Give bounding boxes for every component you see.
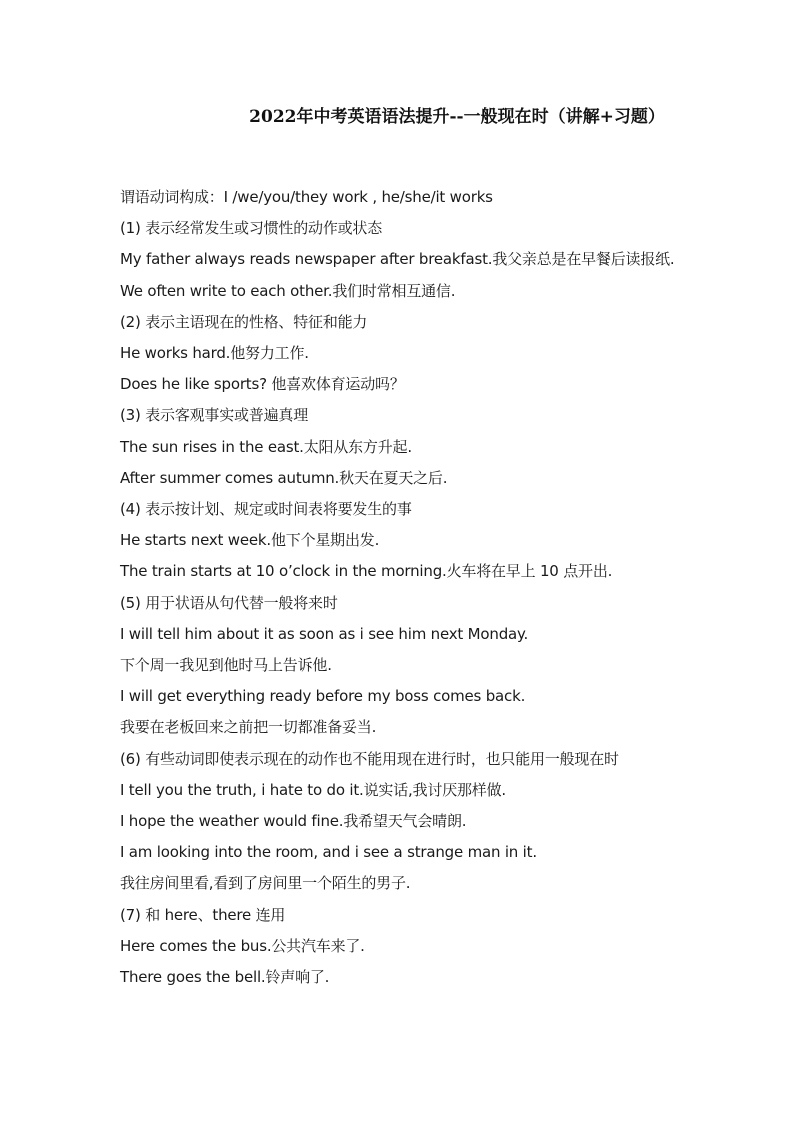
- text-line: He starts next week.他下个星期出发.: [120, 531, 380, 550]
- text-line: My father always reads newspaper after breakfast.我父亲总是在早餐后读报纸.: [120, 250, 675, 269]
- section-heading: (7) 和 here、there 连用: [120, 905, 286, 924]
- section-heading: (5) 用于状语从句代替一般将来时: [120, 593, 338, 612]
- text-line: The train starts at 10 o’clock in the morning.火车将在早上 10 点开出.: [120, 562, 613, 581]
- text-line: I will tell him about it as soon as i see him next Monday.: [120, 624, 529, 643]
- text-line: After summer comes autumn.秋天在夏天之后.: [120, 468, 448, 487]
- document-body: [120, 182, 680, 993]
- text-line: There goes the bell.铃声响了.: [120, 968, 330, 987]
- text-line: I am looking into the room, and i see a strange man in it.: [120, 843, 537, 862]
- page-title: 2022年中考英语语法提升--一般现在时（讲解+习题）: [249, 107, 665, 127]
- section-heading: (3) 表示客观事实或普遍真理: [120, 406, 309, 425]
- text-line: 下个周一我见到他时马上告诉他.: [120, 656, 332, 675]
- text-line: I will get everything ready before my boss comes back.: [120, 687, 526, 706]
- text-line: I tell you the truth, i hate to do it.说实话,我讨厌那样做.: [120, 780, 506, 799]
- section-heading: (4) 表示按计划、规定或时间表将要发生的事: [120, 500, 412, 519]
- text-line: The sun rises in the east.太阳从东方升起.: [120, 437, 412, 456]
- section-heading: (2) 表示主语现在的性格、特征和能力: [120, 312, 368, 331]
- text-line: 谓语动词构成：I /we/you/they work , he/she/it works: [120, 188, 493, 206]
- text-line: 我要在老板回来之前把一切都准备妥当.: [120, 718, 377, 737]
- text-line: Here comes the bus.公共汽车来了.: [120, 936, 365, 955]
- text-line: 我往房间里看,看到了房间里一个陌生的男子.: [120, 874, 411, 893]
- section-heading: (6) 有些动词即使表示现在的动作也不能用现在进行时，也只能用一般现在时: [120, 749, 619, 768]
- text-line: We often write to each other.我们时常相互通信.: [120, 281, 456, 300]
- section-heading: (1) 表示经常发生或习惯性的动作或状态: [120, 219, 383, 238]
- text-line: Does he like sports? 他喜欢体育运动吗？: [120, 375, 405, 394]
- text-line: I hope the weather would fine.我希望天气会晴朗.: [120, 812, 467, 831]
- text-line: He works hard.他努力工作.: [120, 344, 309, 363]
